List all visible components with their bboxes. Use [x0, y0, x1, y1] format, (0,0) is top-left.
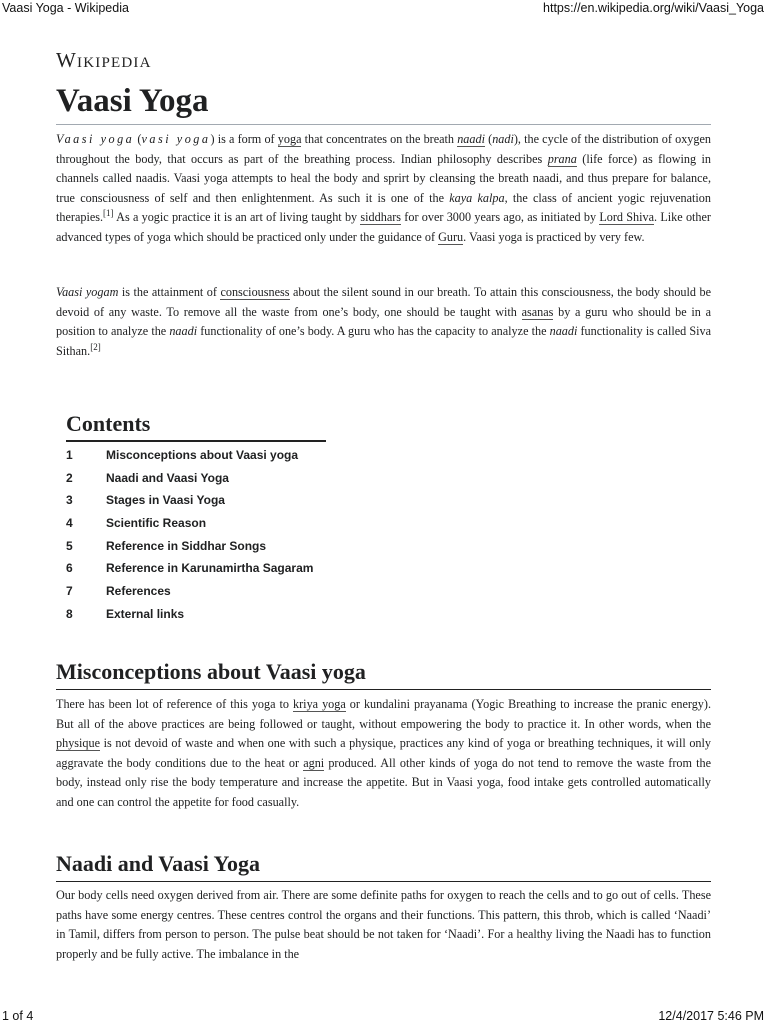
link-physique[interactable]: physique — [56, 736, 101, 751]
print-datetime: 12/4/2017 5:46 PM — [658, 1009, 764, 1023]
page-title-header: Vaasi Yoga - Wikipedia — [2, 1, 129, 15]
ref-1[interactable]: [1] — [103, 208, 114, 219]
page-url[interactable]: https://en.wikipedia.org/wiki/Vaasi_Yoga — [543, 1, 764, 15]
print-footer — [0, 1008, 768, 1024]
link-kriya-yoga[interactable]: kriya yoga — [293, 697, 346, 711]
page-counter: 1 of 4 — [2, 1009, 34, 1023]
toc-title: Contents — [66, 410, 326, 442]
section-heading-naadi: Naadi and Vaasi Yoga — [56, 850, 711, 882]
link-siddhars[interactable]: siddhars — [360, 210, 402, 225]
link-lord-shiva[interactable]: Lord Shiva — [599, 210, 655, 225]
ref-2[interactable]: [2] — [90, 341, 101, 352]
section-heading-misconceptions: Misconceptions about Vaasi yoga — [56, 658, 711, 690]
link-asanas[interactable]: asanas — [521, 304, 554, 319]
link-naadi[interactable]: naadi — [457, 132, 485, 146]
link-prana[interactable]: prana — [547, 151, 577, 166]
term-vasi-yoga: vasi yoga — [141, 132, 211, 146]
term-vaasi-yoga: Vaasi yoga — [56, 132, 135, 146]
link-agni[interactable]: agni — [303, 755, 325, 770]
misconceptions-paragraph: There has been lot of reference of this yoga to kriya yoga or kundalini prayanama (Yogic Breathing to increase the pranic energy). But all of the above practices are being followed or taught, without empowering the body to practice it. In other words, when the physique is not devoid of waste and when one with such a physique, practices any kind of yoga or breathing techniques, it will only aggravate the body conditions due to the heat or agni produced. All other kinds of yoga do not tend to remove the waste from the body, instead only rise the body temperature and increase the appetite. But in Vaasi yoga, food intake gets controlled automatically and one can control the appetite for food casually. — [56, 697, 712, 809]
print-header — [0, 0, 768, 16]
intro-paragraph: Vaasi yoga (vasi yoga) is a form of yoga that concentrates on the breath naadi (nadi), the cycle of the distribution of oxygen throughout the body, that occurs as part of the breathing process. Indian philosophy describes prana (life force) as flowing in channels called naadis. Vaasi yoga attempts to heal the body and sprirt by cleansing the breath naadi, and thus prepare for balance, true consciousness of self and then enlightenment. As such it is one of the kaya kalpa, the class of ancient yogic rejuvenation therapies.[1] As a yogic practice it is an art of living taught by siddhars for over 3000 years ago, as initiated by Lord Shiva. Like other advanced types of yoga which should be practiced only under the guidance of Guru. Vaasi yoga is practiced by very few. — [56, 132, 711, 244]
article-title: Vaasi Yoga — [56, 82, 711, 125]
link-yoga[interactable]: yoga — [277, 132, 302, 146]
vaasi-yogam-paragraph: Vaasi yogam is the attainment of consciousness about the silent sound in our breath. To attain this consciousness, the body should be devoid of any waste. To remove all the waste from one’s body, one should be taught with asanas by a guru who should be in a position to analyze the naadi functionality of one’s body. A guru who has the capacity to analyze the naadi functionality is called Siva Sithan.[2] — [56, 285, 712, 358]
naadi-paragraph: Our body cells need oxygen derived from air. There are some definite paths for oxygen to reach the cells and to go out of cells. These paths have some energy centres. These centres control the organs and their functions. This pattern, this throb, which is called ‘Naadi’ in Tamil, differs from person to person. The pulse beat should be not taken for ‘Naadi’. For a healthy living the Naadi has to function properly and be fully active. The imbalance in the — [56, 888, 711, 961]
link-guru[interactable]: Guru — [438, 229, 464, 244]
link-consciousness[interactable]: consciousness — [220, 285, 290, 299]
wikipedia-logo[interactable]: Wikipedia — [56, 48, 152, 72]
